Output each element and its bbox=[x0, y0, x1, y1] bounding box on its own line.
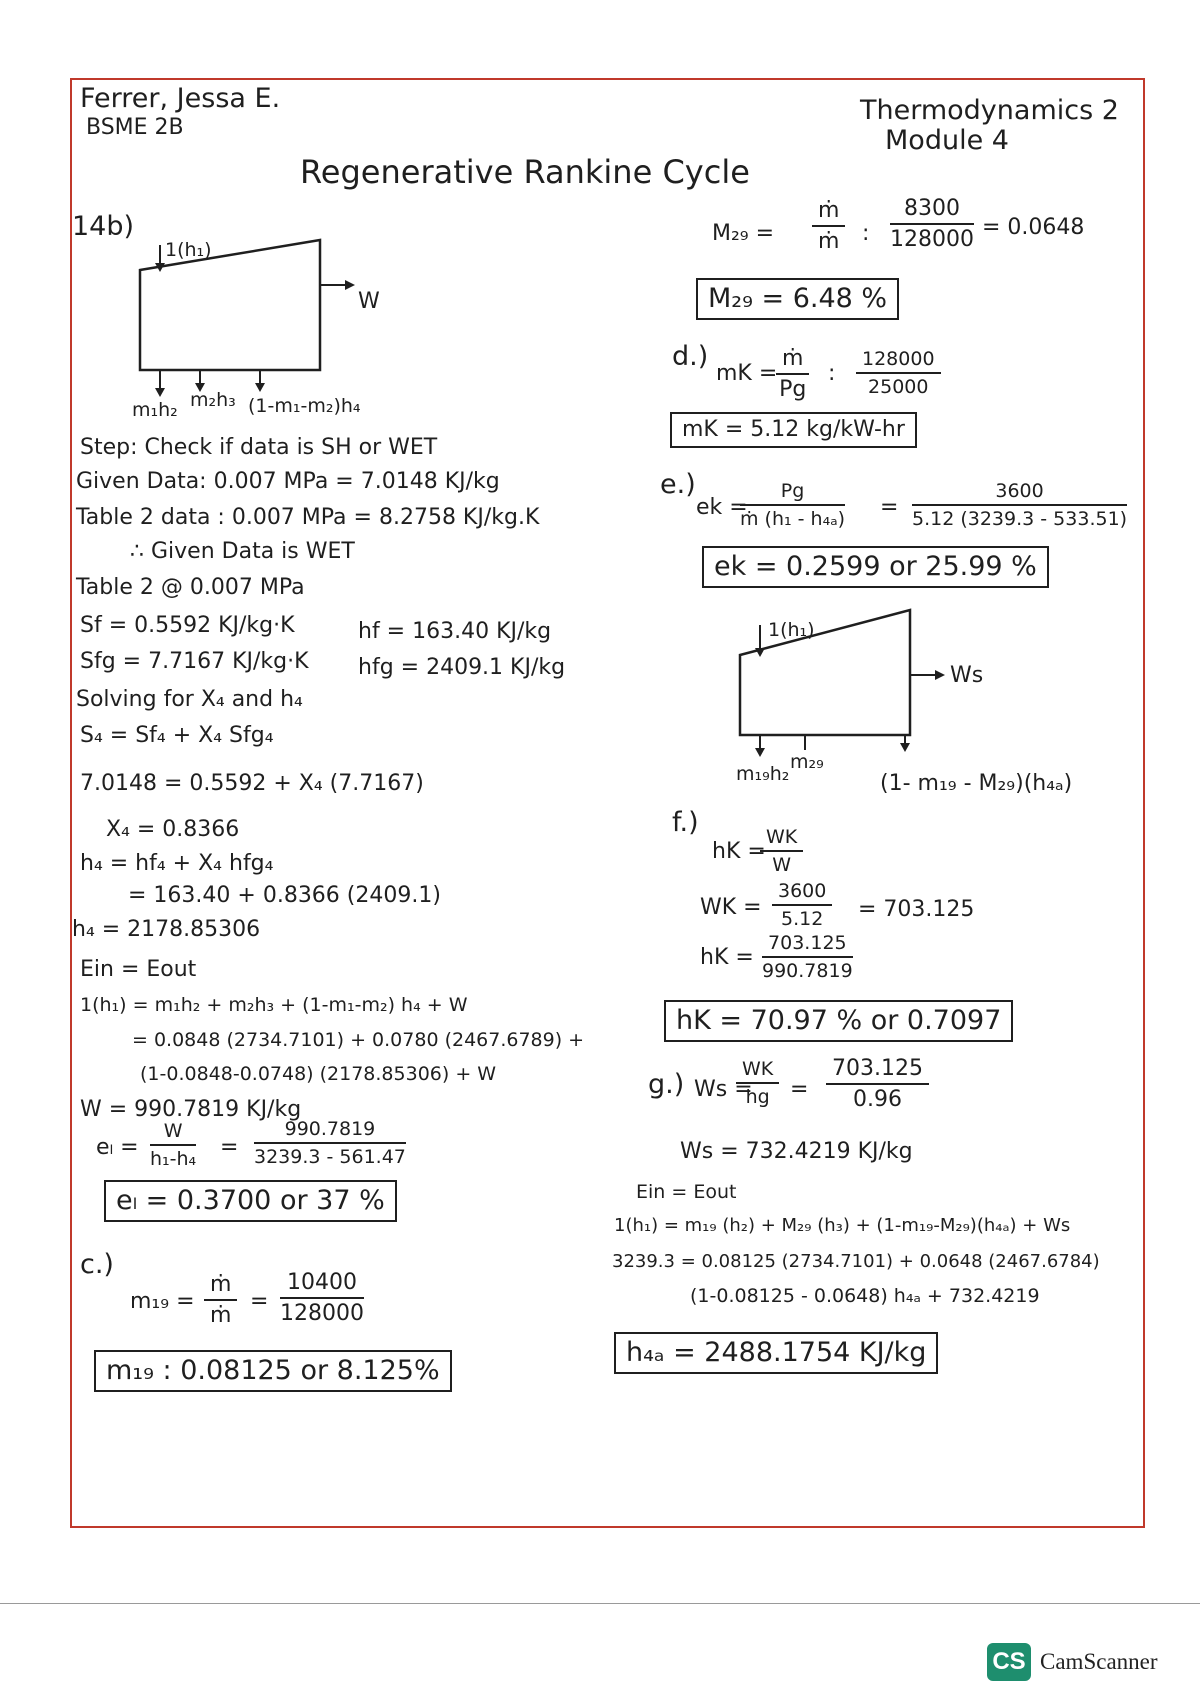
energy-balance-heading: Ein = Eout bbox=[80, 957, 197, 982]
equals-sign-2: = bbox=[250, 1289, 269, 1314]
diagram1-inlet-label: 1(h₁) bbox=[165, 239, 212, 261]
wk-lhs: WK = bbox=[700, 895, 762, 920]
ws-fraction-1-denominator: hg bbox=[745, 1086, 770, 1108]
m29-fraction-1-numerator: ṁ bbox=[812, 198, 845, 227]
camscanner-logo-icon: CS bbox=[987, 1643, 1031, 1681]
wk-fraction bbox=[772, 880, 832, 930]
s4-equation: S₄ = Sf₄ + X₄ Sfg₄ bbox=[80, 723, 274, 748]
h4a-result-box: h₄ₐ = 2488.1754 KJ/kg bbox=[614, 1332, 938, 1374]
part-g-label: g.) bbox=[648, 1069, 685, 1100]
part-f-label: f.) bbox=[672, 807, 699, 838]
hk-fraction-denominator: W bbox=[772, 854, 792, 876]
efficiency-fraction-1-numerator: W bbox=[150, 1120, 196, 1146]
m19-lhs: m₁₉ = bbox=[130, 1289, 195, 1314]
solving-line: Solving for X₄ and h₄ bbox=[76, 687, 303, 712]
work-result: W = 990.7819 KJ/kg bbox=[80, 1097, 302, 1122]
step-line: Step: Check if data is SH or WET bbox=[80, 435, 438, 460]
diagram2-out2-label: m₂₉ bbox=[790, 751, 824, 773]
wk-fraction-numerator: 3600 bbox=[772, 880, 832, 906]
sf-value: Sf = 0.5592 KJ/kg·K bbox=[80, 613, 295, 638]
hf-value: hf = 163.40 KJ/kg bbox=[358, 619, 552, 644]
ek-fraction-1 bbox=[740, 480, 845, 530]
ek-lhs: ek = bbox=[696, 495, 748, 520]
course-title: Thermodynamics 2 bbox=[860, 95, 1119, 126]
m29-fraction-1-denominator: ṁ bbox=[818, 229, 840, 254]
energy-balance-equation: 1(h₁) = m₁h₂ + m₂h₃ + (1-m₁-m₂) h₄ + W bbox=[80, 994, 468, 1016]
m19-fraction-2-denominator: 128000 bbox=[280, 1301, 364, 1326]
problem-number: 14b) bbox=[72, 211, 135, 242]
part-d-label: d.) bbox=[672, 341, 709, 372]
page-title: Regenerative Rankine Cycle bbox=[300, 153, 750, 191]
energy-balance-2-equation: 1(h₁) = m₁₉ (h₂) + M₂₉ (h₃) + (1-m₁₉-M₂₉)(h₄ₐ) + Ws bbox=[614, 1215, 1071, 1236]
ek-fraction-1-numerator: Pg bbox=[740, 480, 845, 506]
hk2-lhs: hK = bbox=[700, 945, 754, 970]
m19-fraction-1-denominator: ṁ bbox=[210, 1303, 232, 1328]
student-section: BSME 2B bbox=[86, 115, 184, 140]
hk2-fraction bbox=[762, 932, 853, 982]
m29-lhs: M₂₉ = bbox=[712, 221, 775, 246]
m29-result-value: = 0.0648 bbox=[982, 215, 1085, 240]
efficiency-fraction-2-numerator: 990.7819 bbox=[254, 1118, 406, 1144]
wk-result: = 703.125 bbox=[858, 897, 975, 922]
colon-1: : bbox=[862, 221, 870, 246]
mk-fraction-1-denominator: Pg bbox=[779, 377, 807, 402]
ws-fraction-2-denominator: 0.96 bbox=[853, 1087, 902, 1112]
mk-result-box: mK = 5.12 kg/kW-hr bbox=[670, 412, 917, 448]
mk-fraction-2 bbox=[856, 348, 941, 398]
energy-balance-2-heading: Ein = Eout bbox=[636, 1181, 737, 1203]
s4-substitution: 7.0148 = 0.5592 + X₄ (7.7167) bbox=[80, 771, 424, 796]
diagram1-out3-label: (1-m₁-m₂)h₄ bbox=[248, 395, 361, 417]
efficiency-fraction-1-denominator: h₁-h₄ bbox=[150, 1148, 197, 1170]
hk2-fraction-denominator: 990.7819 bbox=[762, 960, 853, 982]
diagram2-out1-label: m₁₉h₂ bbox=[736, 763, 790, 785]
m19-fraction-2-numerator: 10400 bbox=[280, 1270, 364, 1299]
efficiency-fraction-2-denominator: 3239.3 - 561.47 bbox=[254, 1146, 406, 1168]
part-e-label: e.) bbox=[660, 469, 696, 500]
efficiency-result-box: eₗ = 0.3700 or 37 % bbox=[104, 1180, 397, 1222]
energy-balance-2-substitution-1: 3239.3 = 0.08125 (2734.7101) + 0.0648 (2467.6784) bbox=[612, 1251, 1100, 1272]
diagram1-work-label: W bbox=[358, 289, 380, 314]
conclusion-line: ∴ Given Data is WET bbox=[130, 539, 355, 564]
table2-data-line: Table 2 data : 0.007 MPa = 8.2758 KJ/kg.K bbox=[76, 505, 540, 530]
h4-equation: h₄ = hf₄ + X₄ hfg₄ bbox=[80, 851, 274, 876]
ws-lhs: Ws = bbox=[694, 1077, 753, 1102]
equals-sign-1: = bbox=[220, 1135, 239, 1160]
ek-fraction-2 bbox=[912, 480, 1127, 530]
wk-fraction-denominator: 5.12 bbox=[781, 908, 824, 930]
energy-balance-2-substitution-2: (1-0.08125 - 0.0648) h₄ₐ + 732.4219 bbox=[690, 1285, 1040, 1307]
hk-lhs: hK = bbox=[712, 839, 766, 864]
m19-fraction-2 bbox=[280, 1270, 364, 1326]
diagram1-out2-label: m₂h₃ bbox=[190, 389, 236, 411]
equals-sign-3: = bbox=[880, 495, 899, 520]
m29-fraction-2-denominator: 128000 bbox=[890, 227, 974, 252]
ws-fraction-2-numerator: 703.125 bbox=[826, 1056, 929, 1085]
sfg-value: Sfg = 7.7167 KJ/kg·K bbox=[80, 649, 309, 674]
diagram2-out3-label: (1- m₁₉ - M₂₉)(h₄ₐ) bbox=[880, 771, 1073, 796]
h4-substitution: = 163.40 + 0.8366 (2409.1) bbox=[128, 883, 441, 908]
module-title: Module 4 bbox=[885, 125, 1009, 156]
equals-sign-4: = bbox=[790, 1077, 809, 1102]
m19-result-box: m₁₉ : 0.08125 or 8.125% bbox=[94, 1350, 452, 1392]
energy-balance-substitution-1: = 0.0848 (2734.7101) + 0.0780 (2467.6789) + bbox=[132, 1029, 585, 1051]
given-data-line: Given Data: 0.007 MPa = 7.0148 KJ/kg bbox=[76, 469, 500, 494]
diagram2-work-label: Ws bbox=[950, 663, 984, 688]
hk-fraction-numerator: WK bbox=[760, 826, 803, 852]
h4-result: h₄ = 2178.85306 bbox=[72, 917, 261, 942]
hk2-fraction-numerator: 703.125 bbox=[762, 932, 853, 958]
mk-lhs: mK = bbox=[716, 361, 778, 386]
m19-fraction-1-numerator: ṁ bbox=[204, 1272, 237, 1301]
diagram2-inlet-label: 1(h₁) bbox=[768, 619, 815, 641]
m29-fraction-2-numerator: 8300 bbox=[890, 196, 974, 225]
camscanner-watermark: CamScanner bbox=[1040, 1649, 1158, 1674]
m29-result-box: M₂₉ = 6.48 % bbox=[696, 278, 899, 320]
ws-fraction-1 bbox=[736, 1058, 779, 1108]
m19-fraction-1 bbox=[204, 1272, 237, 1328]
diagram1-out1-label: m₁h₂ bbox=[132, 399, 178, 421]
mk-fraction-2-denominator: 25000 bbox=[868, 376, 929, 398]
hk-fraction bbox=[760, 826, 803, 876]
x4-result: X₄ = 0.8366 bbox=[106, 817, 240, 842]
mk-fraction-1 bbox=[776, 346, 809, 402]
ws-result: Ws = 732.4219 KJ/kg bbox=[680, 1139, 913, 1164]
ek-fraction-2-denominator: 5.12 (3239.3 - 533.51) bbox=[912, 508, 1128, 530]
ek-result-box: ek = 0.2599 or 25.99 % bbox=[702, 546, 1049, 588]
part-c-label: c.) bbox=[80, 1249, 114, 1280]
hk-result-box: hK = 70.97 % or 0.7097 bbox=[664, 1000, 1013, 1042]
student-name: Ferrer, Jessa E. bbox=[80, 83, 281, 114]
ek-fraction-1-denominator: ṁ (h₁ - h₄ₐ) bbox=[740, 508, 846, 530]
ek-fraction-2-numerator: 3600 bbox=[912, 480, 1127, 506]
ws-fraction-1-numerator: WK bbox=[736, 1058, 779, 1084]
m29-fraction-1 bbox=[812, 198, 845, 254]
energy-balance-substitution-2: (1-0.0848-0.0748) (2178.85306) + W bbox=[140, 1063, 497, 1085]
m29-fraction-2 bbox=[890, 196, 974, 252]
table2-heading: Table 2 @ 0.007 MPa bbox=[76, 575, 305, 600]
hfg-value: hfg = 2409.1 KJ/kg bbox=[358, 655, 566, 680]
turbine-diagram-1 bbox=[100, 230, 400, 420]
footer-divider bbox=[0, 1603, 1200, 1604]
efficiency-fraction-1 bbox=[150, 1120, 196, 1170]
ws-fraction-2 bbox=[826, 1056, 929, 1112]
mk-fraction-2-numerator: 128000 bbox=[856, 348, 941, 374]
efficiency-lhs: eₗ = bbox=[96, 1135, 139, 1160]
mk-fraction-1-numerator: ṁ bbox=[776, 346, 809, 375]
colon-2: : bbox=[828, 361, 836, 386]
efficiency-fraction-2 bbox=[254, 1118, 406, 1168]
